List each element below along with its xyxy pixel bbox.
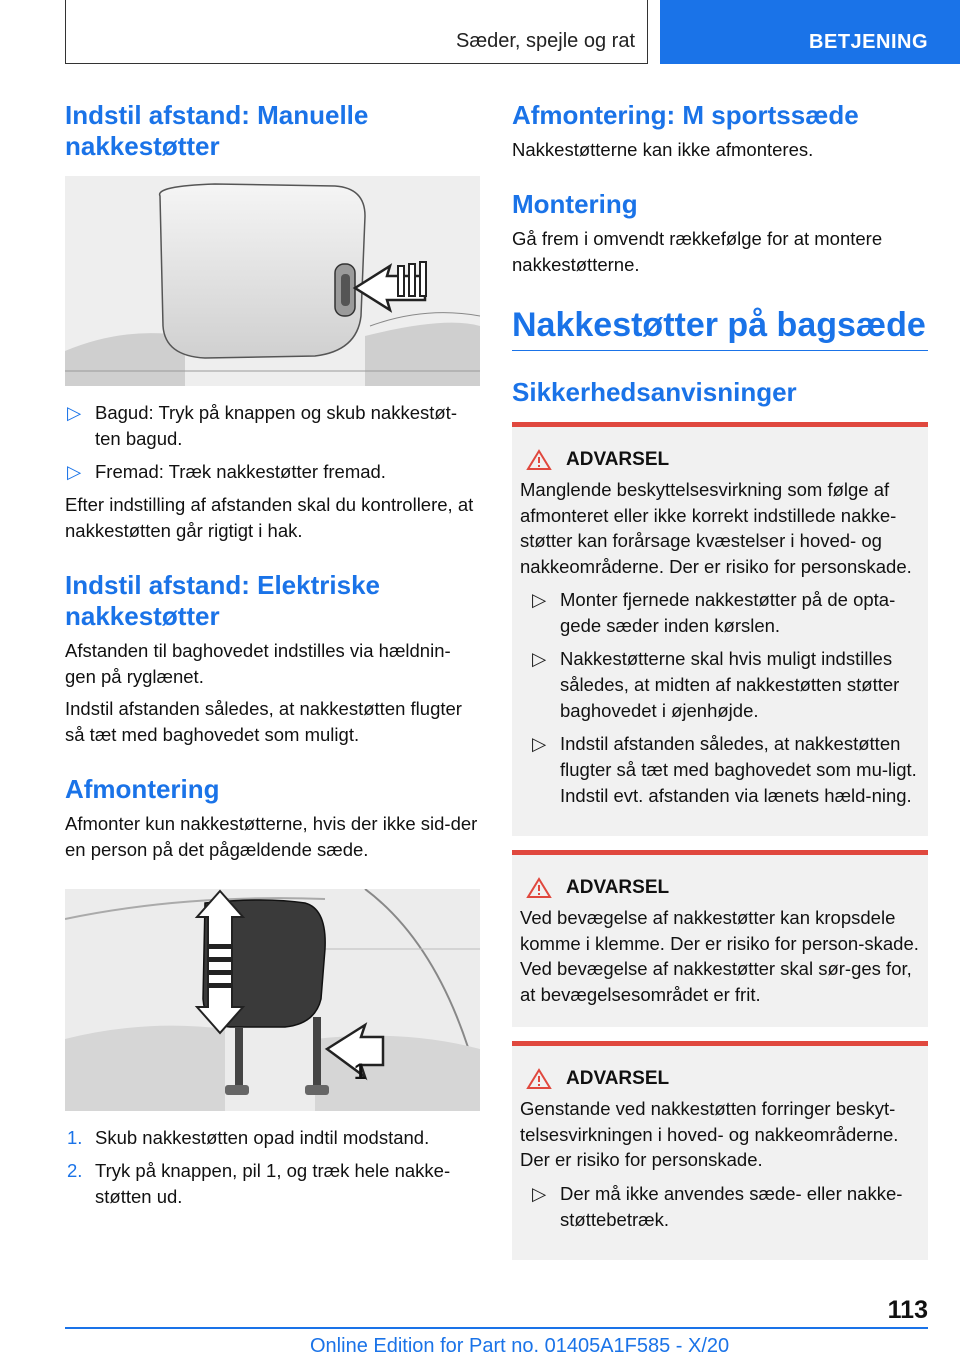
right-column xyxy=(512,100,928,1260)
heading-mounting: Montering xyxy=(512,189,638,219)
paragraph-mounting: Gå frem i omvendt rækkefølge for at montere nakkestøtterne. xyxy=(512,228,883,275)
heading-safety-notes: Sikkerhedsanvisninger xyxy=(512,377,797,407)
warning-title: ADVARSEL xyxy=(566,449,670,470)
page-number: 113 xyxy=(887,1296,928,1324)
list-item: 1. Skub nakkestøtten opad indtil modstand. xyxy=(65,1125,480,1151)
list-item: ▷ Bagud: Tryk på knappen og skub nakkestøt-ten bagud. xyxy=(67,402,457,449)
heading-electric-headrests: Indstil afstand: Elektriske nakkestøtter xyxy=(65,570,380,631)
warning-text: Ved bevægelse af nakkestøtter kan kropsdele komme i klemme. Der er risiko for person-skade. Ved bevægelse af nakkestøtter skal sør-ges for, at bevægelsesområdet er frit. xyxy=(520,907,919,1005)
triangle-bullet-icon: ▷ xyxy=(532,1182,547,1204)
triangle-bullet-icon: ▷ xyxy=(67,461,82,482)
footer-edition-link[interactable]: Online Edition for Part no. 01405A1F585 - X/20 xyxy=(310,1335,730,1357)
warning-text: Manglende beskyttelsesvirkning som følge af afmonteret eller ikke korrekt indstillede nakke-støtter kan forårsage kvæstelser i hoved- og nakkeområderne. Der er risiko for personskade. xyxy=(520,479,912,577)
headrest-removal-illustration xyxy=(65,889,480,1111)
left-column xyxy=(65,100,480,1217)
triangle-bullet-icon: ▷ xyxy=(532,648,547,669)
heading-m-sport-seat: Afmontering: M sportssæde xyxy=(512,100,859,130)
triangle-bullet-icon: ▷ xyxy=(532,589,547,610)
headrest-button-illustration xyxy=(65,176,480,386)
paragraph-electric-1: Afstanden til baghovedet indstilles via hældnin-gen på ryglænet. xyxy=(65,640,451,687)
removal-steps-list xyxy=(65,1125,480,1210)
warning-title: ADVARSEL xyxy=(566,1068,670,1089)
list-item: 2. Tryk på knappen, pil 1, og træk hele nakke-støtten ud. xyxy=(67,1160,451,1207)
list-item: ▷ Fremad: Træk nakkestøtter fremad. xyxy=(65,459,480,485)
step-number: 2. xyxy=(67,1160,83,1181)
heading-manual-headrests: Indstil afstand: Manuelle nakkestøtter xyxy=(65,100,369,161)
paragraph-electric-2: Indstil afstanden således, at nakkestøtten flugter så tæt med baghovedet som muligt. xyxy=(65,698,462,745)
heading-rear-headrests: Nakkestøtter på bagsæde xyxy=(512,304,928,351)
warning-triangle-icon xyxy=(526,449,552,471)
step-number: 1. xyxy=(67,1127,83,1148)
warning-triangle-icon xyxy=(526,1068,552,1090)
warning-triangle-icon xyxy=(526,877,552,899)
list-item: ▷ Der må ikke anvendes sæde- eller nakke-støttebetræk. xyxy=(532,1182,903,1230)
footer-divider xyxy=(65,1327,928,1329)
figure-headrest-removal xyxy=(65,889,480,1111)
paragraph-check-lock: Efter indstilling af afstanden skal du kontrollere, at nakkestøtten går rigtigt i hak. xyxy=(65,494,474,541)
warning-box xyxy=(512,1041,928,1260)
heading-removal: Afmontering xyxy=(65,774,220,804)
header-chapter-title: BETJENING xyxy=(809,31,928,53)
list-item: ▷ Nakkestøtterne skal hvis muligt indstilles således, at midten af nakkestøtten støtter baghovedet i øjenhøjde. xyxy=(532,648,900,721)
header-section-title: Sæder, spejle og rat xyxy=(456,30,635,52)
triangle-bullet-icon: ▷ xyxy=(67,402,82,423)
figure-headrest-button xyxy=(65,176,480,386)
warning-text: Genstande ved nakkestøtten forringer beskyt-telsesvirkningen i hoved- og nakkeområderne. Der er risiko for personskade. xyxy=(520,1098,899,1170)
paragraph-removal: Afmonter kun nakkestøtterne, hvis der ikke sid-der en person på det pågældende sæde. xyxy=(65,813,478,860)
warning-box xyxy=(512,850,928,1027)
list-item: ▷ Monter fjernede nakkestøtter på de opta-gede sæder inden kørslen. xyxy=(532,589,896,636)
warning-title: ADVARSEL xyxy=(566,877,670,898)
warning-box xyxy=(512,422,928,836)
list-item: ▷ Indstil afstanden således, at nakkestøtten flugter så tæt med baghovedet som mu-ligt. Indstil evt. afstanden via lænets hæld-ning. xyxy=(532,733,917,806)
manual-adjust-list xyxy=(65,400,480,485)
paragraph-not-removable: Nakkestøtterne kan ikke afmonteres. xyxy=(512,139,814,160)
header-chapter-tab[interactable] xyxy=(660,0,960,64)
triangle-bullet-icon: ▷ xyxy=(532,733,547,754)
arrow-label: 1 xyxy=(354,1059,367,1084)
header-section-box xyxy=(65,0,648,64)
